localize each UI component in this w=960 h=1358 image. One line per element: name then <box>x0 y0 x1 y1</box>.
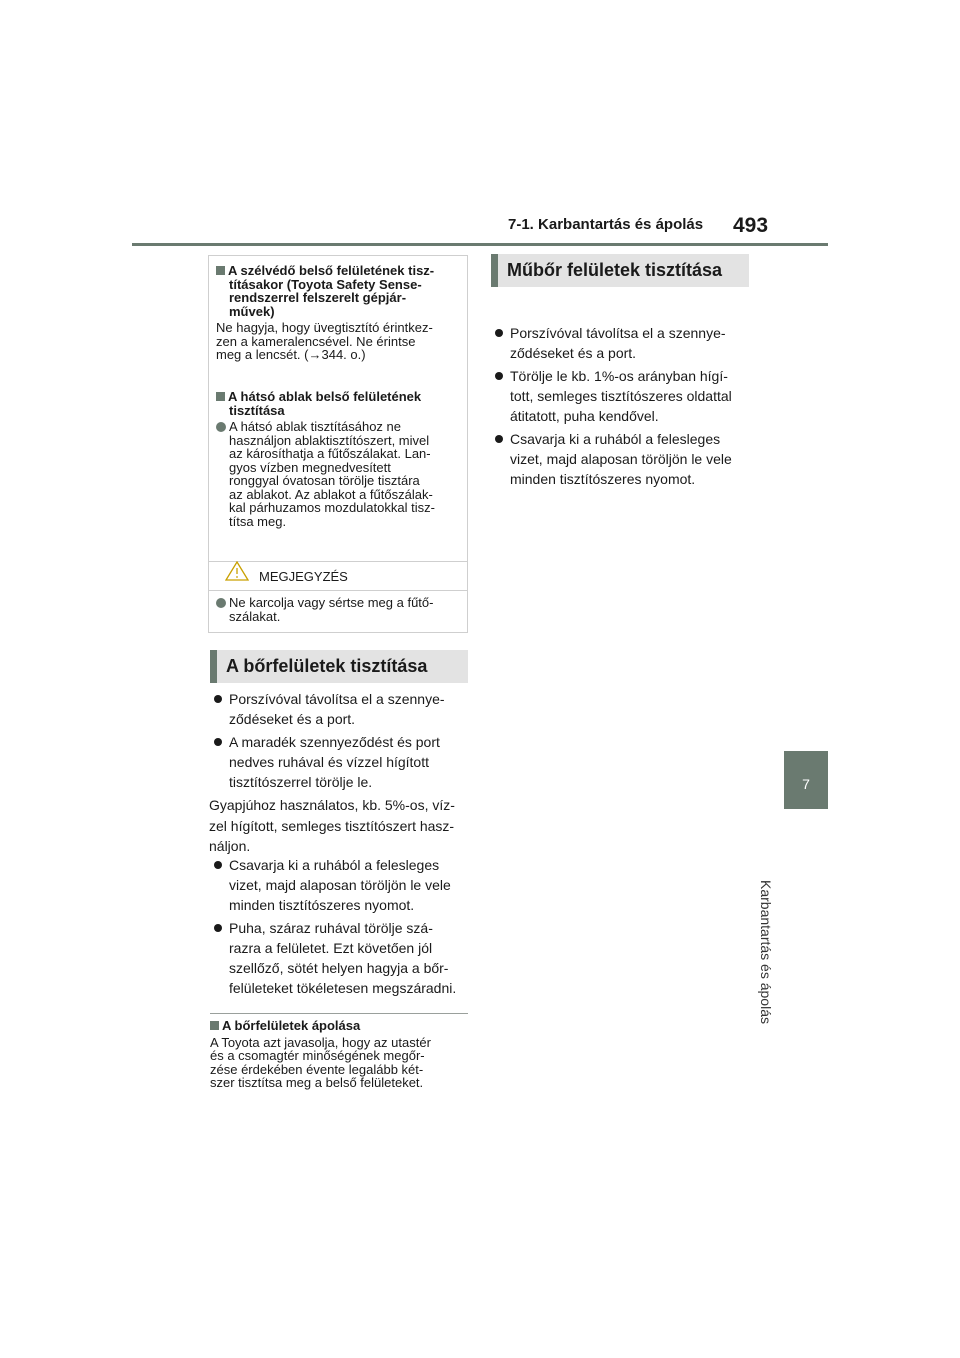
list-item <box>492 323 754 363</box>
list-item-line: tisztítószerrel törölje le. <box>229 774 373 790</box>
list-item-line: Törölje le kb. 1%-os arányban hígí- <box>510 368 728 384</box>
list-item <box>211 918 473 998</box>
rear-window-text-line: A hátsó ablak tisztításához ne <box>229 419 401 434</box>
care-title: A bőrfelületek ápolása <box>222 1018 361 1033</box>
list-item-line: felületeket tökéletesen megszáradni. <box>229 980 457 996</box>
care-text-line: szer tisztítsa meg a belső felületeket. <box>210 1075 424 1090</box>
rear-window-text-line: kal párhuzamos mozdulatokkal tisz- <box>229 500 435 515</box>
list-item-line: Csavarja ki a ruhából a felesleges <box>510 431 721 447</box>
leather-heading: A bőrfelületek tisztítása <box>210 650 468 683</box>
notice-text-line: szálakat. <box>229 608 281 624</box>
list-item-line: ződéseket és a port. <box>229 711 356 727</box>
list-item-line: szellőző, sötét helyen hagyja a bőr- <box>229 960 449 976</box>
notice-text <box>216 596 464 623</box>
chapter-tab-number: 7 <box>802 776 810 792</box>
chapter-title: 7-1. Karbantartás és ápolás <box>508 216 704 233</box>
page-number: 493 <box>733 214 769 237</box>
care-text-line: és a csomagtér minőségének megőr- <box>210 1048 425 1063</box>
rear-window-text-line: títsa meg. <box>229 513 287 529</box>
list-item-line: nedves ruhával és vízzel hígított <box>229 754 429 770</box>
care-divider <box>210 1013 468 1014</box>
list-item <box>211 732 471 792</box>
paragraph-line: zel hígított, semleges tisztítószert hasz- <box>209 817 455 834</box>
warning-triangle-icon <box>225 561 249 586</box>
rear-window-title-line: tisztítása <box>229 402 285 418</box>
list-item-line: vizet, majd alaposan töröljön le vele <box>229 877 451 893</box>
windshield-text-line: Ne hagyja, hogy üvegtisztító érintkez- <box>216 320 433 335</box>
rear-window-text-line: használjon ablaktisztítószert, mivel <box>229 432 430 448</box>
paragraph-line: Gyapjúhoz használatos, kb. 5%-os, víz- <box>209 797 455 813</box>
rear-window-title-line: A hátsó ablak belső felületének <box>228 389 422 404</box>
care-text-line: zése érdekében évente legalább két- <box>210 1061 424 1077</box>
list-item-line: Puha, száraz ruhával törölje szá- <box>229 920 433 936</box>
notice-text-line: Ne karcolja vagy sértse meg a fűtő- <box>229 595 434 610</box>
list-item <box>211 855 473 915</box>
windshield-title-line: A szélvédő belső felületének tisz- <box>228 263 435 278</box>
square-bullet-icon <box>216 266 225 275</box>
windshield-text-line: meg a lencsét. (→344. o.) <box>216 347 366 362</box>
list-item-line: razra a felületet. Ezt követően jól <box>229 940 433 956</box>
list-item-line: A maradék szennyeződést és port <box>229 734 440 750</box>
list-item-line: minden tisztítószeres nyomot. <box>510 471 696 487</box>
leather-bullets-b <box>211 855 473 1001</box>
info-box <box>208 255 468 633</box>
list-item-line: átitatott, puha kendővel. <box>510 408 659 424</box>
rear-window-text-line: ronggyal óvatosan törölje tisztára <box>229 473 420 488</box>
list-item <box>211 689 471 729</box>
rear-window-note <box>216 390 464 528</box>
list-item <box>492 429 754 489</box>
list-item-line: Porszívóval távolítsa el a szennye- <box>510 325 726 341</box>
chapter-tab <box>784 751 828 809</box>
rear-window-text-line: az ablakot. Az ablakot a fűtőszálak- <box>229 486 433 502</box>
square-bullet-icon <box>216 392 225 401</box>
rear-window-text-line: az károsíthatja a fűtőszálakat. Lan- <box>229 446 431 461</box>
list-item-line: tott, semleges tisztítószeres oldattal <box>510 388 732 404</box>
synthetic-heading: Műbőr felületek tisztítása <box>491 254 749 287</box>
list-item <box>492 366 754 426</box>
synthetic-bullets <box>492 323 754 492</box>
notice-label: MEGJEGYZÉS <box>259 569 348 584</box>
rear-window-text-line: gyos vízben megnedvesített <box>229 459 391 475</box>
leather-care-note <box>210 1019 472 1090</box>
round-bullet-icon <box>216 598 226 608</box>
chapter-tab-label: Karbantartás és ápolás <box>758 880 774 1024</box>
list-item-line: Porszívóval távolítsa el a szennye- <box>229 691 445 707</box>
list-item-line: ződéseket és a port. <box>510 345 637 361</box>
list-item-line: Csavarja ki a ruhából a felesleges <box>229 857 440 873</box>
windshield-note <box>216 264 464 362</box>
windshield-title-line: tításakor (Toyota Safety Sense- <box>229 276 422 292</box>
header-rule <box>132 243 828 246</box>
paragraph-line: náljon. <box>209 838 251 854</box>
windshield-text-line: zen a kameralencsével. Ne érintse <box>216 333 416 349</box>
round-bullet-icon <box>216 422 226 432</box>
windshield-title-line: művek) <box>229 303 275 319</box>
wool-paragraph <box>209 795 471 857</box>
care-text-line: A Toyota azt javasolja, hogy az utastér <box>210 1034 431 1050</box>
notice-divider-bottom <box>209 590 467 591</box>
list-item-line: vizet, majd alaposan töröljön le vele <box>510 451 732 467</box>
list-item-line: minden tisztítószeres nyomot. <box>229 897 415 913</box>
square-bullet-icon <box>210 1021 219 1030</box>
leather-bullets-a <box>211 689 471 795</box>
windshield-title-line: rendszerrel felszerelt gépjár- <box>229 290 407 305</box>
